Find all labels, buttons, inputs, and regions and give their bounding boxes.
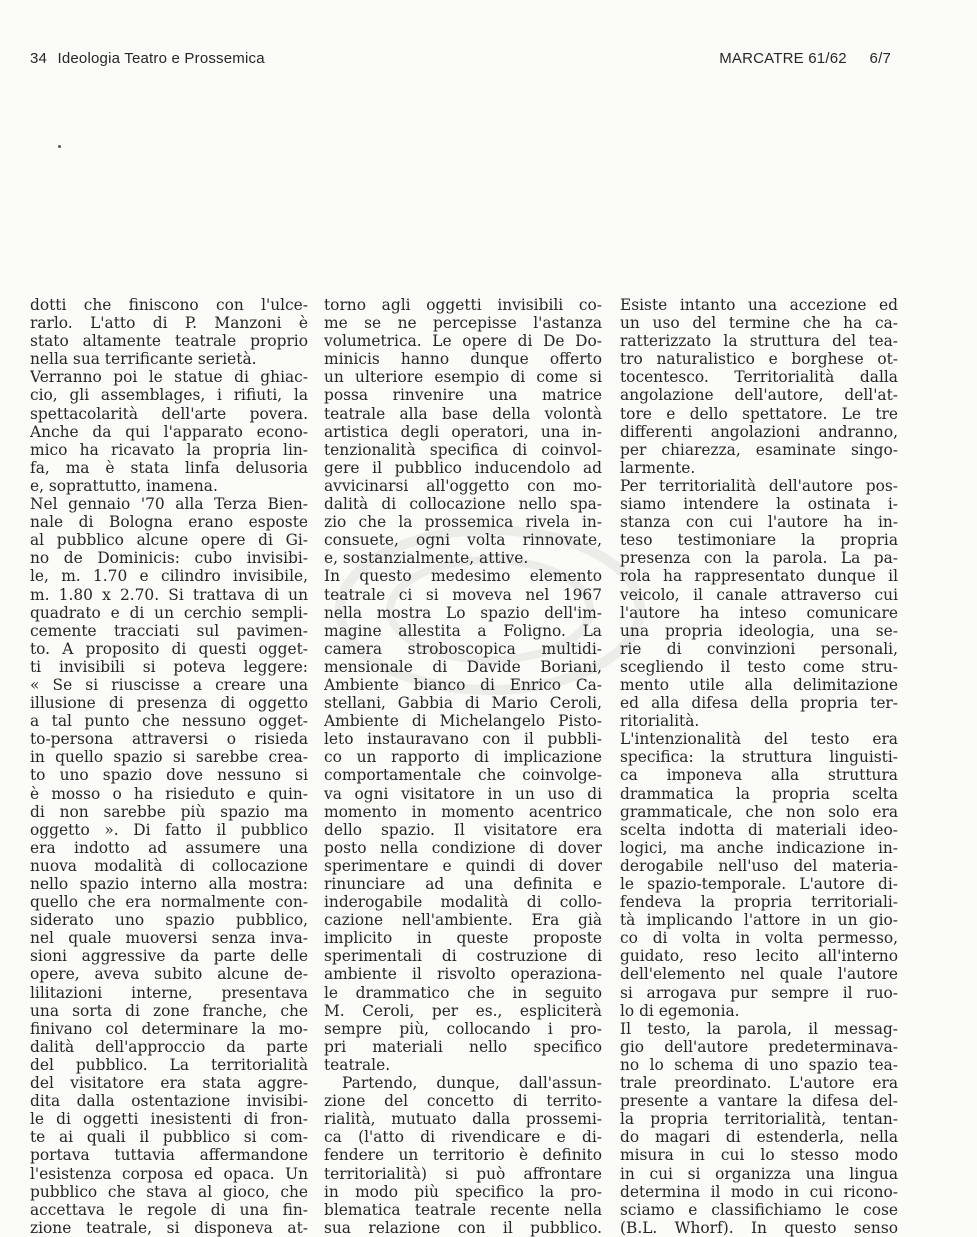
text-line: drammatica la propria scelta	[620, 784, 898, 803]
text-line: minicis hanno dunque offerto	[324, 350, 602, 369]
text-line: accettava le regole di una fin-	[30, 1200, 308, 1219]
text-line: nella sua terrificante serietà.	[30, 350, 257, 369]
text-line: posto nella condizione di dover	[324, 838, 602, 857]
text-line: gio dell'autore predeterminava-	[620, 1037, 898, 1056]
text-line: le di oggetti inesistenti di fron-	[30, 1110, 308, 1129]
text-line: sioni aggressive da parte delle	[30, 947, 308, 966]
text-line: e, soprattutto, inamena.	[30, 476, 218, 495]
text-line: tro naturalistico e borghese ot-	[620, 350, 898, 369]
text-line: guidato, reso lecito all'interno	[620, 947, 898, 966]
text-line: gere il pubblico inducendolo ad	[324, 458, 602, 477]
text-line: sciamo e classifichiamo le cose	[620, 1200, 898, 1219]
text-line: mico ha ricavato la propria lin-	[30, 440, 308, 459]
issue-number: 61/62	[808, 50, 847, 67]
text-line: nale di Bologna erano esposte	[30, 513, 308, 532]
text-line: Il testo, la parola, il messag-	[620, 1019, 898, 1038]
text-line: no de Dominicis: cubo invisibi-	[30, 549, 308, 568]
text-line: cio, gli assemblages, i rifiuti, la	[30, 386, 308, 405]
text-line: Nel gennaio '70 alla Terza Bien-	[30, 495, 308, 514]
text-line: logici, ma anche indicazione in-	[620, 838, 898, 857]
text-line: al pubblico alcune opere di Gi-	[30, 531, 308, 550]
text-line: rola ha rappresentato dunque il	[620, 567, 898, 586]
text-line: era indotto ad assumere una	[30, 838, 308, 857]
text-line: magine allestita a Foligno. La	[324, 621, 602, 640]
text-line: L'intenzionalità del testo era	[620, 730, 898, 749]
text-line: ca (l'atto di rivendicare e di-	[324, 1128, 602, 1147]
text-line: e, sostanzialmente, attive.	[324, 549, 529, 568]
text-line: oggetto ». Di fatto il pubblico	[30, 820, 308, 839]
text-line: blematica teatrale recente nella	[324, 1200, 602, 1219]
volume-number: 6/7	[869, 50, 891, 67]
text-line: del pubblico. La territorialità	[30, 1055, 308, 1074]
text-line: cazione nell'ambiente. Era già	[324, 911, 602, 930]
text-line: Partendo, dunque, dall'assun-	[342, 1074, 602, 1093]
text-line: veicolo, il canale attraverso cui	[620, 585, 898, 604]
text-line: fendere un territorio è definito	[324, 1146, 602, 1165]
text-line: trale preordinato. L'autore era	[620, 1074, 898, 1093]
text-line: quadrato e di un cerchio sempli-	[30, 603, 308, 622]
text-column-3	[620, 296, 898, 1237]
text-line: teatrale.	[324, 1055, 391, 1074]
text-line: dell'elemento nel quale l'autore	[620, 965, 898, 984]
text-line: lilitazioni interne, presentava	[30, 983, 308, 1002]
text-line: nello spazio interno alla mostra:	[30, 875, 308, 893]
text-line: quello che era normalmente con-	[30, 893, 308, 912]
text-line: differenti angolazioni andranno,	[620, 422, 898, 441]
text-line: pubblico che stava al gioco, che	[30, 1182, 308, 1201]
text-line: le drammatico che in seguito	[324, 983, 602, 1002]
text-line: larmente.	[620, 458, 696, 477]
text-line: teatrale ci si moveva nel 1967	[324, 585, 602, 604]
text-line: mensionale di Davide Boriani,	[324, 657, 602, 676]
text-column-1	[30, 296, 308, 1237]
text-line: in cui si organizza una lingua	[620, 1164, 898, 1183]
text-line: derogabile nell'uso del materia-	[620, 856, 898, 875]
print-speck	[58, 145, 61, 148]
text-line: artistica degli operatori, una in-	[324, 422, 602, 441]
page-header	[30, 50, 891, 78]
text-line: volumetrica. Le opere di De Do-	[324, 332, 602, 351]
text-line: un uso del termine che ha ca-	[620, 314, 898, 333]
text-line: me se ne percepisse l'astanza	[324, 314, 602, 333]
text-line: per chiarezza, esaminate singo-	[620, 440, 898, 459]
text-line: opere, aveva subito alcune de-	[30, 965, 308, 984]
text-line: una propria ideologia, una se-	[620, 621, 898, 640]
text-line: teso testimoniare la propria	[620, 531, 898, 550]
section-title: Ideologia Teatro e Prossemica	[57, 50, 265, 67]
text-line: momento in momento acentrico	[324, 802, 602, 821]
text-line: a tal punto che nessuno ogget-	[30, 712, 308, 731]
text-line: si arrogava pur sempre il ruo-	[620, 983, 898, 1002]
text-line: « Se si riuscisse a creare una	[30, 675, 308, 694]
text-line: te ai quali il pubblico si com-	[30, 1128, 308, 1147]
text-line: camera stroboscopica multidi-	[324, 639, 602, 658]
text-line: tocentesco. Territorialità dalla	[620, 368, 898, 387]
text-line: l'autore ha inteso comunicare	[620, 603, 898, 622]
text-line: una sorta di zone franche, che	[30, 1001, 308, 1020]
text-line: comportamentale che coinvolge-	[324, 766, 602, 785]
text-line: zio che la prossemica rivela in-	[324, 513, 602, 532]
text-line: dalità dell'approccio da parte	[30, 1037, 308, 1056]
text-line: le spazio-temporale. L'autore di-	[620, 875, 898, 893]
text-line: stellani, Gabbia di Mario Ceroli,	[324, 694, 602, 713]
running-head-right	[719, 50, 891, 67]
text-line: lo di egemonia.	[620, 1001, 740, 1020]
text-line: presente a vantare la difesa del-	[620, 1092, 898, 1111]
text-line: è mosso o ha risieduto e quin-	[30, 784, 308, 803]
text-line: to-persona attraversi o risieda	[30, 730, 308, 749]
text-line: portava tuttavia affermandone	[30, 1146, 308, 1165]
text-line: territorialità) si può affrontare	[324, 1164, 602, 1183]
text-line: Ambiente bianco di Enrico Ca-	[324, 675, 602, 694]
text-line: siamo intendere la ostinata i-	[620, 495, 898, 514]
text-line: in modo più specifico la pro-	[324, 1182, 602, 1201]
running-head-left	[30, 50, 265, 67]
text-line: finivano col determinare la mo-	[30, 1019, 308, 1038]
text-line: illusione di presenza di oggetto	[30, 694, 308, 713]
text-line: co un rapporto di implicazione	[324, 748, 602, 767]
text-line: inderogabile modalità di collo-	[324, 893, 602, 912]
text-line: Per territorialità dell'autore pos-	[620, 476, 898, 495]
text-line: determina il modo in cui ricono-	[620, 1182, 898, 1201]
text-line: spettacolarità dell'arte povera.	[30, 404, 308, 423]
text-line: stanza con cui l'autore ha in-	[620, 513, 898, 532]
text-line: sperimentali di costruzione di	[324, 947, 602, 966]
text-line: fendeva la propria territoriali-	[620, 893, 898, 912]
text-column-2	[324, 296, 602, 1237]
text-line: cemente tracciati sul pavimen-	[30, 621, 308, 640]
text-line: tà implicando l'attore in un gio-	[620, 911, 898, 930]
text-line: la propria territorialità, tentan-	[620, 1110, 898, 1129]
text-line: stato altamente teatrale proprio	[30, 332, 308, 351]
text-line: grammaticale, che non solo era	[620, 802, 898, 821]
text-line: di non sarebbe più spazio ma	[30, 802, 308, 821]
text-line: dalità di collocazione nello spa-	[324, 495, 602, 514]
text-line: M. Ceroli, per es., espliciterà	[324, 1001, 602, 1020]
text-line: fa, ma è stata linfa delusoria	[30, 458, 308, 477]
text-line: teatrale alla base della volontà	[324, 404, 602, 423]
text-line: ratterizzato la struttura del tea-	[620, 332, 898, 351]
text-line: sperimentare e quindi di dover	[324, 856, 602, 875]
text-line: leto instauravano con il pubbli-	[324, 730, 602, 749]
text-line: sua relazione con il pubblico.	[324, 1218, 602, 1237]
text-line: implicito in queste proposte	[324, 929, 602, 948]
text-line: dello spazio. Il visitatore era	[324, 820, 602, 839]
text-line: scelta indotta di materiali ideo-	[620, 820, 898, 839]
text-line: l'esistenza corposa ed opaca. Un	[30, 1164, 308, 1183]
text-line: un ulteriore esempio di come si	[324, 368, 602, 387]
text-line: presenza con la parola. La pa-	[620, 549, 898, 568]
text-line: specifica: la struttura linguisti-	[620, 748, 898, 767]
text-line: do magari di estenderla, nella	[620, 1128, 898, 1147]
text-line: no lo schema di uno spazio tea-	[620, 1055, 898, 1074]
text-line: Esiste intanto una accezione ed	[620, 296, 898, 314]
text-line: dita dalla ostentazione invisibi-	[30, 1092, 308, 1111]
text-line: nella mostra Lo spazio dell'im-	[324, 603, 602, 622]
text-line: zione teatrale, si disponeva at-	[30, 1218, 308, 1237]
text-line: rie di convinzioni personali,	[620, 639, 898, 658]
text-line: possa rinvenire una matrice	[324, 386, 602, 405]
text-line: to uno spazio dove nessuno si	[30, 766, 308, 785]
text-line: m. 1.80 x 2.70. Si trattava di un	[30, 585, 308, 604]
text-line: tenzionalità specifica di coinvol-	[324, 440, 602, 459]
text-line: avvicinarsi all'oggetto con mo-	[324, 476, 602, 495]
text-line: ritorialità.	[620, 712, 700, 731]
text-line: ed alla difesa della propria ter-	[620, 694, 898, 713]
text-line: sempre più, collocando i pro-	[324, 1019, 602, 1038]
text-line: dotti che finiscono con l'ulce-	[30, 296, 308, 314]
text-line: rinunciare ad una definita e	[324, 875, 602, 893]
text-line: mento utile alla delimitazione	[620, 675, 898, 694]
text-line: consuete, ogni volta rinnovate,	[324, 531, 602, 550]
text-line: rialità, mutuato dalla prossemi-	[324, 1110, 602, 1129]
text-line: nel quale muoversi senza inva-	[30, 929, 308, 948]
text-line: va ogni visitatore in un uso di	[324, 784, 602, 803]
text-line: misura in cui lo stesso modo	[620, 1146, 898, 1165]
journal-name: MARCATRE	[719, 50, 804, 67]
text-line: (B.L. Whorf). In questo senso	[620, 1218, 898, 1237]
page-number: 34	[30, 50, 48, 67]
text-line: rarlo. L'atto di P. Manzoni è	[30, 314, 308, 333]
text-line: co di volta in volta permesso,	[620, 929, 898, 948]
text-line: ti invisibili si poteva leggere:	[30, 657, 308, 676]
text-line: ambiente il risvolto operaziona-	[324, 965, 602, 984]
text-line: ca imponeva alla struttura	[620, 766, 898, 785]
text-line: angolazione dell'autore, dell'at-	[620, 386, 898, 405]
text-line: to. A proposito di questi ogget-	[30, 639, 308, 658]
text-line: Ambiente di Michelangelo Pisto-	[324, 712, 602, 731]
text-line: In questo medesimo elemento	[324, 567, 602, 586]
text-line: tore e dello spettatore. Le tre	[620, 404, 898, 423]
text-line: torno agli oggetti invisibili co-	[324, 296, 602, 314]
text-line: zione del concetto di territo-	[324, 1092, 602, 1111]
text-line: scegliendo il testo come stru-	[620, 657, 898, 676]
text-line: Verranno poi le statue di ghiac-	[30, 368, 308, 387]
text-line: siderato uno spazio pubblico,	[30, 911, 308, 930]
text-line: nuova modalità di collocazione	[30, 856, 308, 875]
text-line: le, m. 1.70 e cilindro invisibile,	[30, 567, 308, 586]
text-line: pri materiali nello specifico	[324, 1037, 602, 1056]
text-line: del visitatore era stata aggre-	[30, 1074, 308, 1093]
text-line: Anche da qui l'apparato econo-	[30, 422, 308, 441]
text-line: in quello spazio si sarebbe crea-	[30, 748, 308, 767]
